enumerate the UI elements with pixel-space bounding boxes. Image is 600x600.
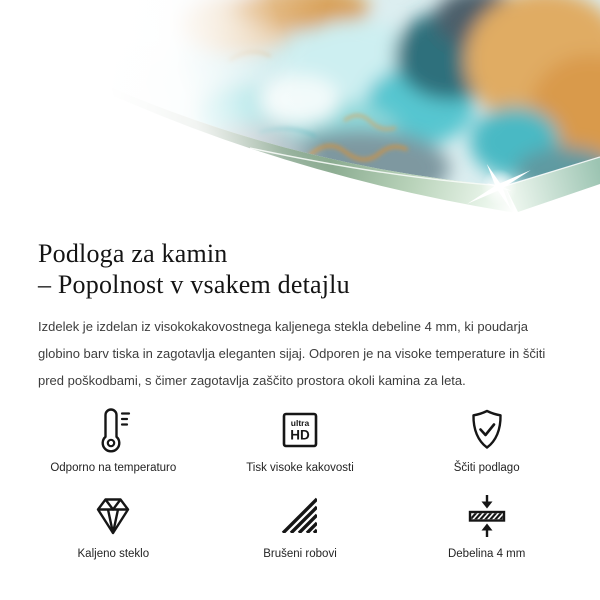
hero-image <box>0 0 600 230</box>
feature-label: Kaljeno steklo <box>77 548 150 560</box>
features-grid <box>20 406 580 560</box>
feature-label: Tisk visoke kakovosti <box>246 462 354 474</box>
feature-label: Odporno na temperaturo <box>50 462 177 474</box>
ultra-hd-icon-text-bottom: HD <box>290 427 310 443</box>
text-block <box>0 238 600 394</box>
feature-label: Ščiti podlago <box>453 462 520 474</box>
page-title-line1: Podloga za kamin <box>38 239 228 268</box>
feature-item-thickness <box>393 492 580 560</box>
beveled-edges-icon <box>276 492 324 540</box>
thermometer-icon <box>89 406 137 454</box>
feature-item-temperature <box>20 406 207 474</box>
thickness-icon <box>463 492 511 540</box>
page-title-line2: – Popolnost v vsakem detajlu <box>38 270 350 299</box>
glass-panel-illustration <box>0 0 600 230</box>
product-description: Izdelek je izdelan iz visokokakovostnega kaljenega stekla debeline 4 mm, ki poudarja globino barv tiska in zagotavlja eleganten sijaj. Odporen je na visoke temperature in ščiti pred poškodbami, s čimer zagotavlja zaščito prostora okoli kamina za leta. <box>38 319 546 388</box>
feature-label: Brušeni robovi <box>263 548 337 560</box>
ultra-hd-icon <box>276 406 324 454</box>
diamond-icon <box>89 492 137 540</box>
feature-item-protects <box>393 406 580 474</box>
shield-check-icon <box>463 406 511 454</box>
feature-item-tempered-glass <box>20 492 207 560</box>
page-title <box>38 238 562 300</box>
feature-item-print-quality <box>207 406 394 474</box>
feature-item-beveled-edges <box>207 492 394 560</box>
ultra-hd-icon-text-top: ultra <box>290 418 310 428</box>
feature-label: Debelina 4 mm <box>447 548 526 560</box>
